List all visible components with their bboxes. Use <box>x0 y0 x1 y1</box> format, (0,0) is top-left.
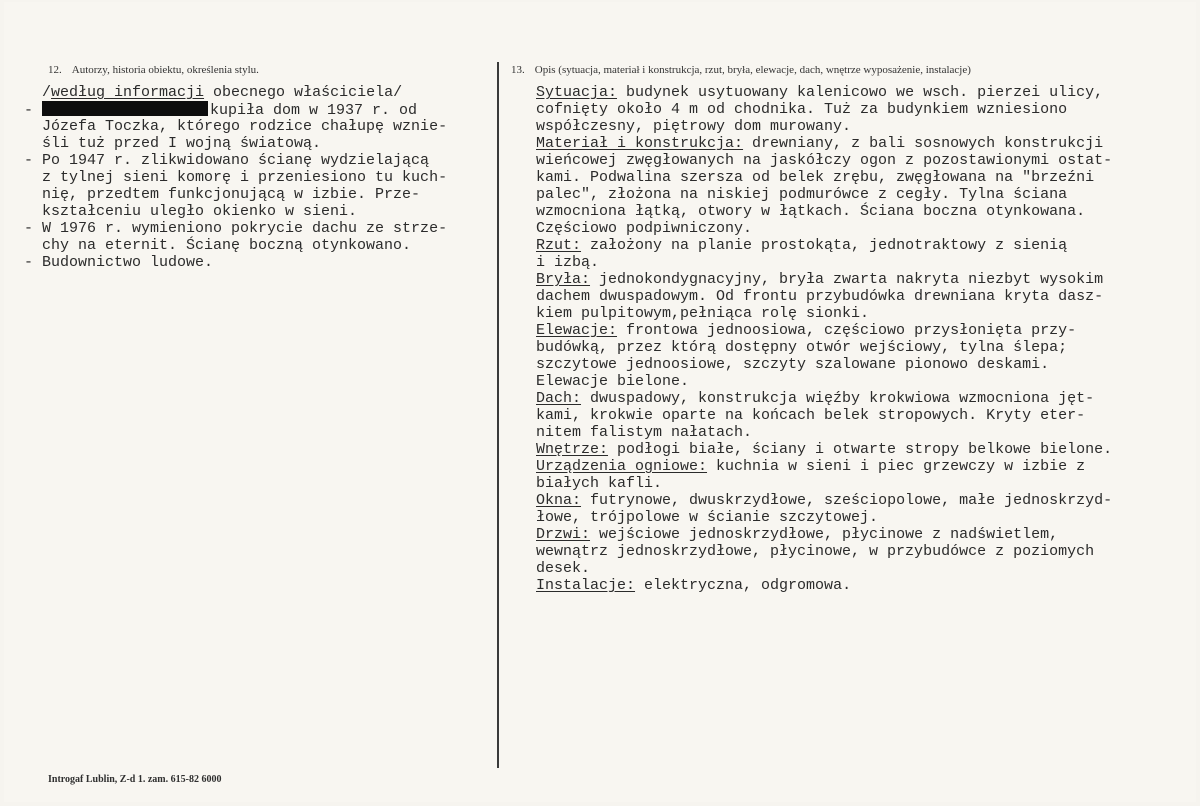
description-line: współczesny, piętrowy dom murowany. <box>536 118 852 135</box>
description-line: Instalacje: elektryczna, odgromowa. <box>536 577 852 594</box>
description-line: Rzut: założony na planie prostokąta, jednotraktowy z sienią <box>536 237 1068 254</box>
description-line: i izbą. <box>536 254 600 271</box>
description-label: Okna: <box>536 492 582 509</box>
right-section-header <box>511 64 971 76</box>
right-section-number: 13. <box>511 64 525 76</box>
description-line: Elewacje: frontowa jednoosiowa, częściowo przysłonięta przy- <box>536 322 1077 339</box>
description-line: cofnięty około 4 m od chodnika. Tuż za budynkiem wzniesiono <box>536 101 1068 118</box>
description-line: budówką, przez którą dostępny otwór wejściowy, tylna ślepa; <box>536 339 1068 356</box>
description-line: Dach: dwuspadowy, konstrukcja więźby krokwiowa wzmocniona jęt- <box>536 390 1095 407</box>
description-line: Sytuacja: budynek usytuowany kalenicowo we wsch. pierzei ulicy, <box>536 84 1104 101</box>
description-line: kiem pulpitowym,pełniąca rolę sionki. <box>536 305 870 322</box>
description-label: Urządzenia ogniowe: <box>536 458 708 475</box>
history-line: - kupiła dom w 1937 r. od <box>24 102 418 119</box>
history-line: - Po 1947 r. zlikwidowano ścianę wydzielającą <box>24 152 430 169</box>
description-line: wzmocniona łątką, otwory w łątkach. Ściana boczna otynkowana. <box>536 203 1086 220</box>
description-line: palec", złożona na niskiej podmurówce z cegły. Tylna ściana <box>536 186 1068 203</box>
description-line: wieńcowej zwęgłowanych na jaskółczy ogon z pozostawionymi ostat- <box>536 152 1113 169</box>
source-note: /według informacji obecnego właściciela/ <box>42 84 403 101</box>
description-column <box>536 84 1186 594</box>
description-line: desek. <box>536 560 591 577</box>
description-label: Materiał i konstrukcja: <box>536 135 744 152</box>
description-line: łowe, trójpolowe w ścianie szczytowej. <box>536 509 879 526</box>
description-label: Wnętrze: <box>536 441 609 458</box>
description-line: wewnątrz jednoskrzydłowe, płycinowe, w przybudówce z poziomych <box>536 543 1095 560</box>
description-line: dachem dwuspadowym. Od frontu przybudówka drewniana kryta dasz- <box>536 288 1104 305</box>
description-line: Częściowo podpiwniczony. <box>536 220 753 237</box>
left-section-header <box>48 64 259 76</box>
printer-footer: Introgaf Lublin, Z-d 1. zam. 615-82 6000 <box>48 774 222 785</box>
description-line: Wnętrze: podłogi białe, ściany i otwarte stropy belkowe bielone. <box>536 441 1113 458</box>
description-line: kami. Podwalina szersza od belek zrębu, zwęgłowana na "brzeźni <box>536 169 1095 186</box>
history-line: śli tuż przed I wojną światową. <box>42 135 322 152</box>
description-line: kami, krokwie oparte na końcach belek stropowych. Kryty eter- <box>536 407 1086 424</box>
history-line: z tylnej sieni komorę i przeniesiono tu kuch- <box>42 169 448 186</box>
description-line: Okna: futrynowe, dwuskrzydłowe, sześciopolowe, małe jednoskrzyd- <box>536 492 1113 509</box>
description-line: Elewacje bielone. <box>536 373 690 390</box>
history-line: - Budownictwo ludowe. <box>24 254 214 271</box>
description-line: nitem falistym nałatach. <box>536 424 753 441</box>
description-label: Rzut: <box>536 237 582 254</box>
right-section-title: Opis (sytuacja, materiał i konstrukcja, rzut, bryła, elewacje, dach, wnętrze wyposażenie, instalacje) <box>534 64 971 76</box>
description-line: Drzwi: wejściowe jednoskrzydłowe, płycinowe z nadświetlem, <box>536 526 1059 543</box>
description-line: szczytowe jednoosiowe, szczyty szalowane pionowo deskami. <box>536 356 1050 373</box>
history-line: chy na eternit. Ścianę boczną otynkowano. <box>42 237 412 254</box>
description-label: Elewacje: <box>536 322 618 339</box>
description-label: Instalacje: <box>536 577 636 594</box>
description-label: Dach: <box>536 390 582 407</box>
description-label: Bryła: <box>536 271 591 288</box>
history-line: nię, przedtem funkcjonującą w izbie. Prze- <box>42 186 421 203</box>
left-section-number: 12. <box>48 64 62 76</box>
description-line: Urządzenia ogniowe: kuchnia w sieni i piec grzewczy w izbie z <box>536 458 1086 475</box>
history-line: kształceniu uległo okienko w sieni. <box>42 203 358 220</box>
history-column <box>24 84 494 271</box>
description-line: Materiał i konstrukcja: drewniany, z bali sosnowych konstrukcji <box>536 135 1104 152</box>
history-line: - W 1976 r. wymieniono pokrycie dachu ze strze- <box>24 220 448 237</box>
column-divider <box>497 62 499 768</box>
left-section-title: Autorzy, historia obiektu, określenia stylu. <box>71 64 259 76</box>
description-label: Sytuacja: <box>536 84 618 101</box>
description-line: Bryła: jednokondygnacyjny, bryła zwarta nakryta niezbyt wysokim <box>536 271 1104 288</box>
history-line: Józefa Toczka, którego rodzice chałupę wznie- <box>42 118 448 135</box>
description-line: białych kafli. <box>536 475 663 492</box>
redaction-bar <box>42 101 208 116</box>
description-label: Drzwi: <box>536 526 591 543</box>
